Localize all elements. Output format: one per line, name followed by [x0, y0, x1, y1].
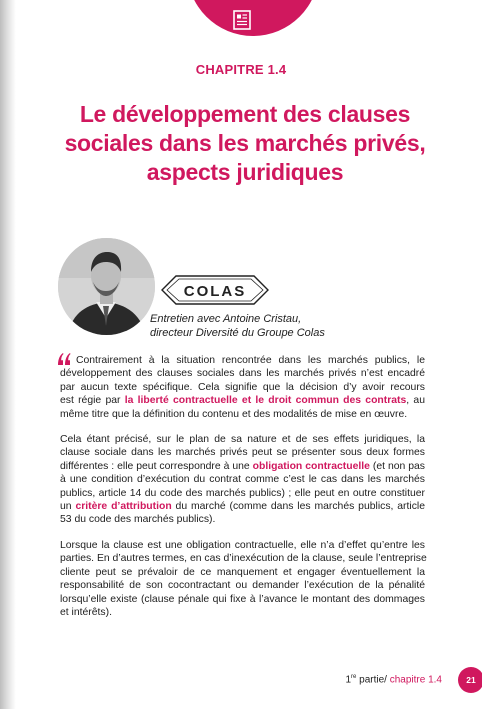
text-line: cliente peut se prévaloir de ce manquement et engager éventuellement la — [60, 566, 425, 578]
footer-chapter: chapitre 1.4 — [389, 674, 442, 686]
text-segment: , au — [406, 395, 425, 407]
logo-text: COLAS — [183, 283, 247, 300]
text-line: clause sociale dans les marchés privés peut se présenter sous deux formes — [60, 447, 425, 459]
colas-logo — [160, 274, 270, 306]
interviewee-portrait — [58, 238, 155, 335]
title-line: sociales dans les marchés privés, — [64, 130, 426, 156]
text-segment: (et non pas — [369, 460, 425, 472]
chapter-label: CHAPITRE 1.4 — [195, 62, 287, 77]
footer-part-superscript: re — [351, 674, 357, 680]
page-binding-shadow — [0, 0, 16, 709]
footer-part-number: 1 — [345, 674, 352, 686]
page-title — [40, 100, 450, 187]
text-line — [60, 460, 425, 473]
text-line: Lorsque la clause est une obligation contractuelle, elle n’a d’effet qu’entre les — [60, 539, 425, 551]
document-icon — [233, 10, 251, 30]
text-line — [60, 394, 425, 407]
interview-credit — [150, 312, 325, 340]
footer-breadcrumb — [345, 674, 442, 685]
chapter-tab-circle — [187, 0, 319, 36]
text-line: 53 du code des marchés publics). — [60, 514, 216, 526]
paragraph-2 — [60, 433, 425, 527]
paragraph-1 — [60, 354, 425, 421]
highlight-critere-attribution: critère d’attribution — [75, 501, 172, 513]
paragraph-3 — [60, 539, 425, 619]
page-number-badge: 21 — [458, 667, 482, 693]
interview-line-2: directeur Diversité du Groupe Colas — [150, 327, 325, 339]
footer-part-label: partie/ — [356, 674, 390, 686]
text-line: par aucun texte spécifique. Cela signifie que la décision d’y avoir recours — [60, 381, 425, 393]
text-line: même titre que la définition du contenu et des modalités de mise en œuvre. — [60, 408, 408, 420]
text-line: lorsqu’elle existe (clause pénale qui fixe à l’avance le montant des dommages — [60, 593, 425, 605]
text-line: parties. En d’autres termes, en cas d’inexécution de la clause, seule l’entreprise — [60, 553, 427, 565]
title-line: aspects juridiques — [146, 159, 344, 185]
text-line: à une condition d’exécution du contrat comme c’est le cas dans les marchés — [60, 474, 425, 486]
text-line: responsabilité de son cocontractant ou demander l’exécution de la pénalité — [60, 580, 425, 592]
text-segment: du marché (comme dans les marchés publics, article — [171, 501, 425, 513]
text-line — [60, 500, 425, 513]
title-line: Le développement des clauses — [79, 101, 411, 127]
text-line: et intérêts). — [60, 606, 112, 618]
text-line: publics, article 14 du code des marchés publics) ; elle peut en outre constituer — [60, 487, 425, 499]
text-segment: un — [60, 501, 76, 513]
highlight-obligation-contractuelle: obligation contractuelle — [252, 460, 370, 472]
article-body — [60, 354, 425, 631]
text-segment: différentes : elle peut correspondre à une — [60, 460, 253, 472]
interview-line-1: Entretien avec Antoine Cristau, — [150, 313, 302, 325]
text-line: Contrairement à la situation rencontrée dans les marchés publics, le — [76, 355, 425, 366]
text-line: Cela étant précisé, sur le plan de sa nature et de ses effets juridiques, la — [60, 434, 425, 446]
highlight-liberte-contractuelle: la liberté contractuelle et le droit commun des contrats — [124, 395, 407, 407]
text-line: développement des clauses sociales dans les marchés privés n’est encadré — [60, 368, 425, 380]
text-segment: est régie par — [60, 395, 125, 407]
